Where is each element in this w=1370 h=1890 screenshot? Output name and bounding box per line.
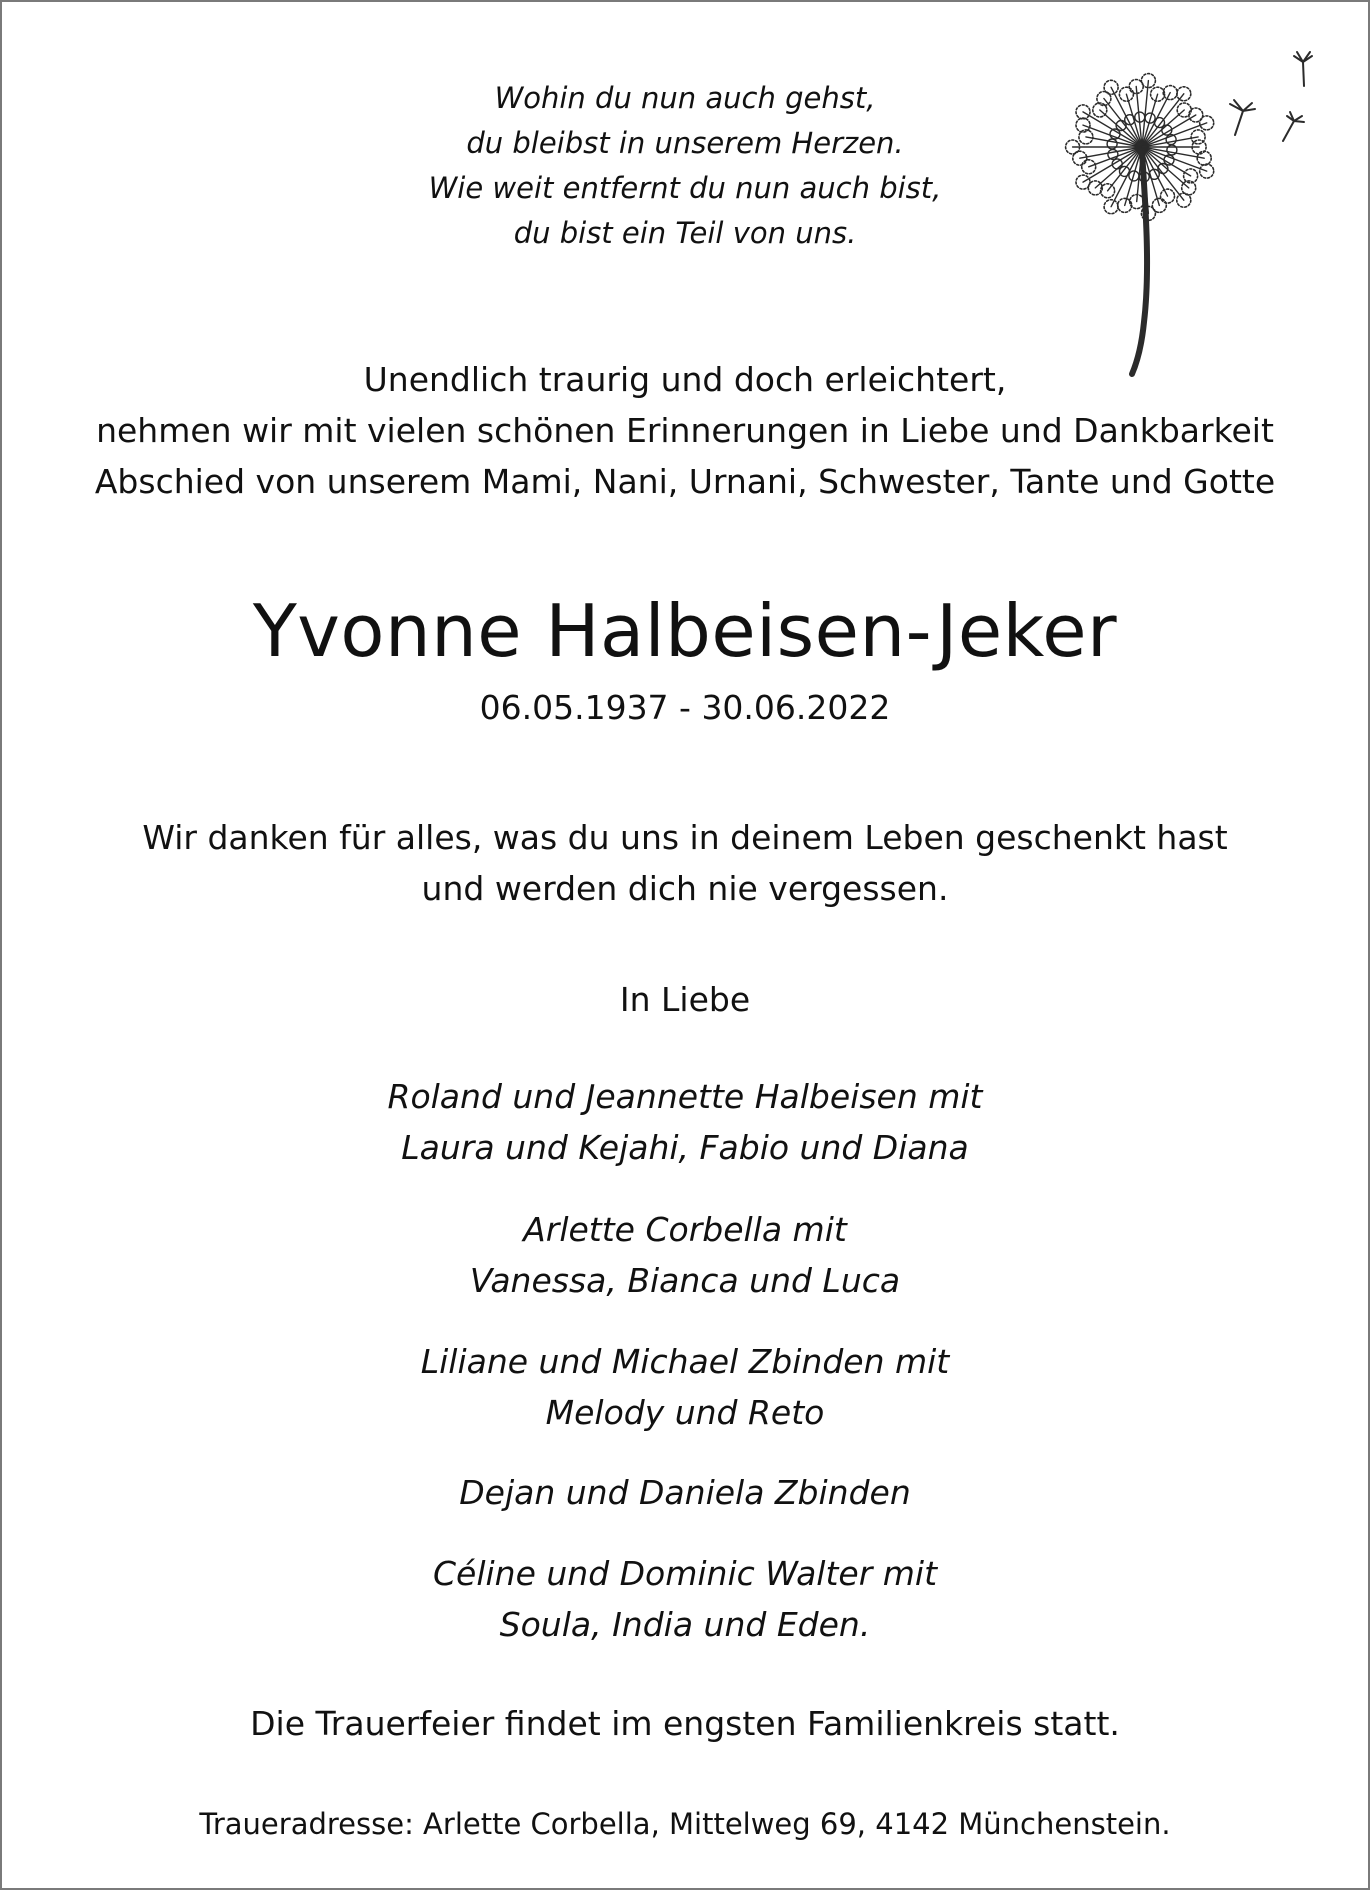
verse-line: du bleibst in unserem Herzen. [466,126,904,160]
family-line: Vanessa, Bianca und Luca [469,1261,901,1300]
family-group [2,1467,1368,1518]
family-group [2,1071,1368,1173]
family-line: Laura und Kejahi, Fabio und Diana [401,1128,969,1167]
verse-line: du bist ein Teil von uns. [513,216,857,250]
dandelion-seed-ray [1142,110,1184,147]
family-line: Melody und Reto [545,1393,825,1432]
intro-line: nehmen wir mit vielen schönen Erinnerungen in Liebe und Dankbarkeit [96,411,1274,450]
verse-line: Wohin du nun auch gehst, [494,81,876,115]
family-line: Céline und Dominic Walter mit [432,1554,938,1593]
family-group [2,1204,1368,1306]
intro-line: Unendlich traurig und doch erleichtert, [363,360,1007,399]
family-line: Roland und Jeannette Halbeisen mit [387,1077,983,1116]
family-line: Dejan und Daniela Zbinden [459,1473,911,1512]
dandelion-seed-ray [1095,147,1142,188]
family-group [2,1548,1368,1650]
life-dates: 06.05.1937 - 30.06.2022 [479,688,891,727]
dandelion-seed-ray [1142,147,1189,188]
dandelion-icon [1042,22,1322,402]
thanks-line: und werden dich nie vergessen. [421,869,949,908]
family-line: Soula, India und Eden. [499,1605,871,1644]
family-line: Liliane und Michael Zbinden mit [420,1342,950,1381]
ceremony-note: Die Trauerfeier findet im engsten Familienkreis statt. [250,1704,1120,1743]
intro-line: Abschied von unserem Mami, Nani, Urnani, Schwester, Tante und Gotte [94,462,1276,501]
mourning-address: Traueradresse: Arlette Corbella, Mittelweg 69, 4142 Münchenstein. [199,1807,1171,1841]
deceased-name: Yvonne Halbeisen-Jeker [252,589,1118,673]
intro-text [2,354,1368,507]
closing-text: In Liebe [619,980,751,1019]
verse-line: Wie weit entfernt du nun auch bist, [428,171,942,205]
family-group [2,1336,1368,1438]
thanks-text [2,812,1368,914]
thanks-line: Wir danken für alles, was du uns in deinem Leben geschenkt hast [142,818,1228,857]
family-line: Arlette Corbella mit [523,1210,847,1249]
